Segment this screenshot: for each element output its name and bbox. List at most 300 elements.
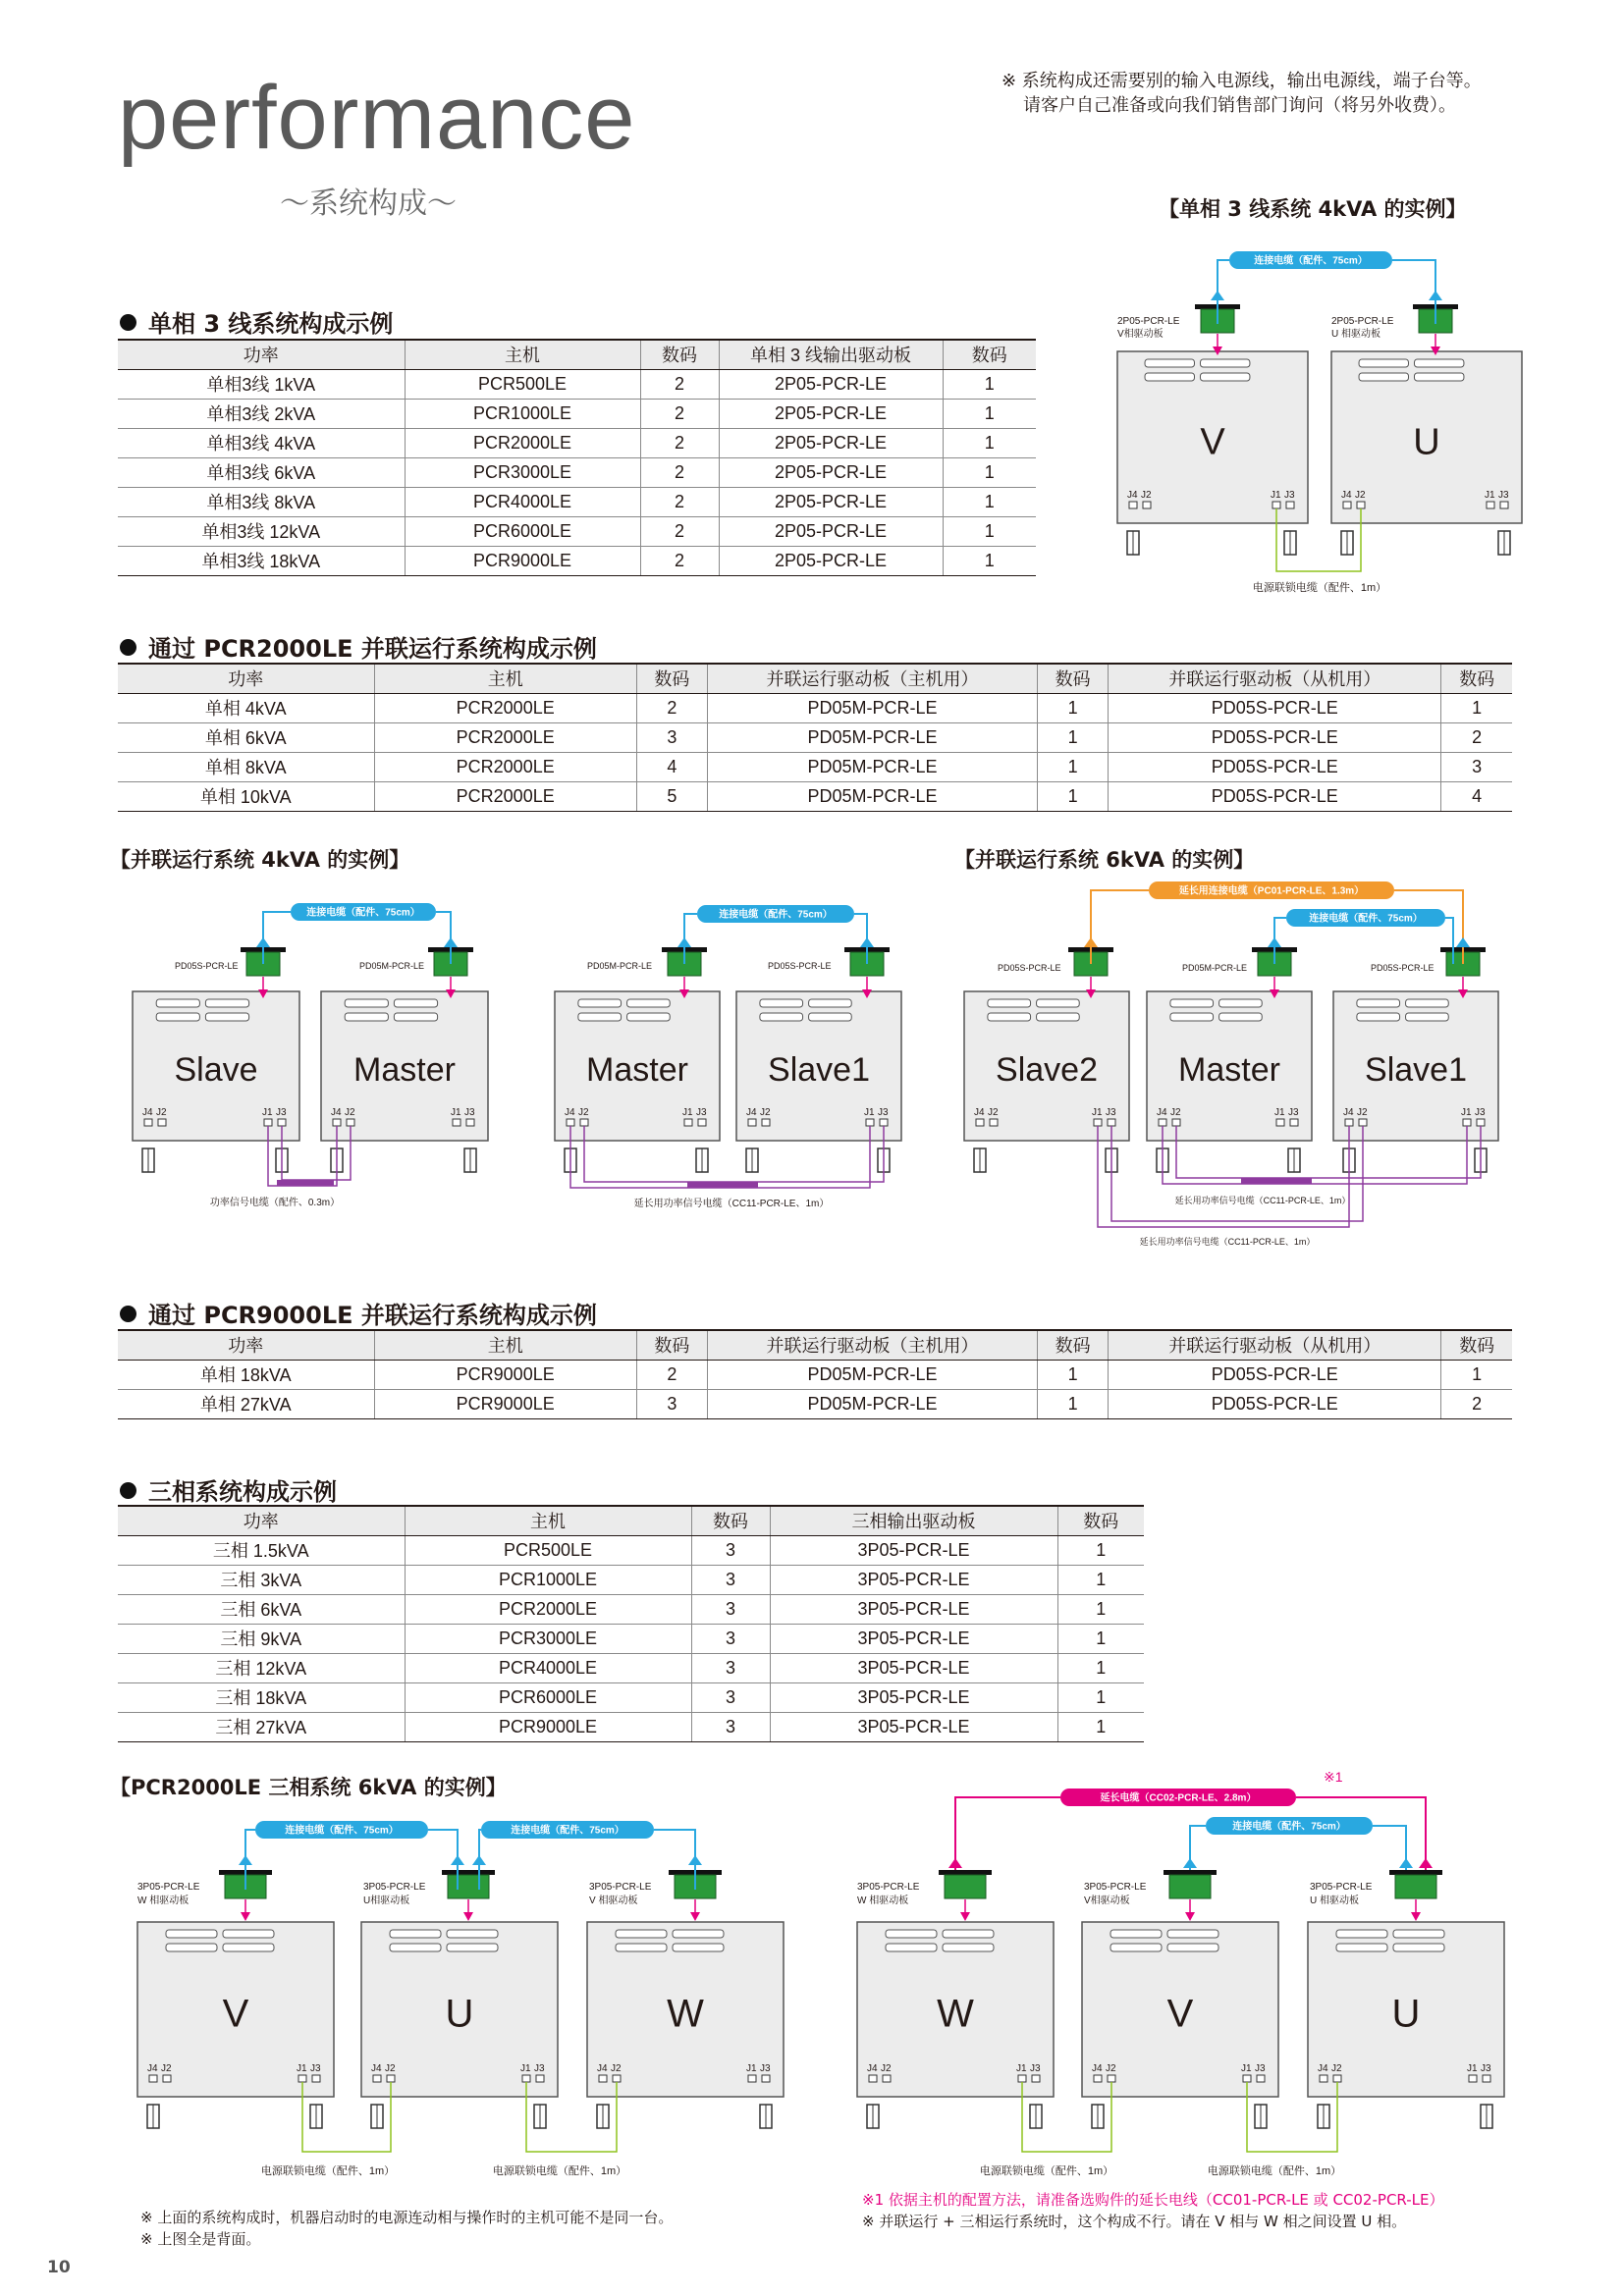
unit-slot (886, 1944, 937, 1951)
arrow-down-icon (241, 1912, 250, 1921)
table-cell: 1 (1038, 752, 1109, 781)
jack-label: J3 (464, 1107, 475, 1118)
jack-label: J3 (878, 1107, 889, 1118)
table-cell: 3P05-PCR-LE (770, 1712, 1057, 1741)
footnote-left (140, 2207, 673, 2250)
jack-label: J4 (1157, 1107, 1167, 1118)
jack-port (1276, 1119, 1284, 1126)
diagram-label: U 相驱动板 (1331, 329, 1380, 340)
jack-label: J2 (156, 1107, 167, 1118)
table-cell: 2P05-PCR-LE (719, 487, 943, 516)
page-subtitle: ～系统构成～ (280, 187, 457, 221)
jack-label: J2 (1106, 2063, 1116, 2074)
jack-port (567, 1119, 574, 1126)
unit-slot (760, 1013, 803, 1021)
unit-slot (673, 1944, 724, 1951)
diagram-caption-parallel-6kva: 【并联运行系统 6kVA 的实例】 (954, 848, 1255, 872)
diagram-label: 延长用功率信号电缆（CC11-PCR-LE、1m） (1139, 1237, 1316, 1247)
jack-port (298, 2075, 306, 2082)
unit-label: W (937, 1992, 974, 2036)
jack-label: J1 (1274, 1107, 1285, 1118)
jack-port (1159, 1119, 1166, 1126)
table-cell: PCR9000LE (405, 1712, 691, 1741)
table-cell: 3 (691, 1653, 770, 1682)
jack-label: J3 (1255, 2063, 1266, 2074)
jack-port (1359, 1119, 1367, 1126)
table-cell: PCR3000LE (405, 457, 640, 487)
jack-label: J2 (345, 1107, 355, 1118)
unit-slot (394, 999, 437, 1007)
jack-label: J4 (1341, 490, 1352, 501)
unit-slot (616, 1944, 667, 1951)
section-title-3-text: 通过 PCR9000LE 并联运行系统构成示例 (148, 1302, 597, 1329)
diagram-label: 延长用功率信号电缆（CC11-PCR-LE、1m） (1174, 1196, 1351, 1205)
diagram-label: ※1 (1324, 1769, 1343, 1785)
jack-port (599, 2075, 607, 2082)
footnote-left-2: ※ 上图全是背面。 (140, 2230, 261, 2248)
table-cell: 三相 1.5kVA (118, 1535, 405, 1565)
cable-line (1373, 1826, 1406, 1870)
table-cell: PCR2000LE (405, 428, 640, 457)
jack-label: J4 (1127, 490, 1138, 501)
table-cell: 1 (943, 369, 1036, 399)
drive-board (945, 1875, 986, 1898)
jack-port (748, 1119, 756, 1126)
table-cell: 2 (636, 693, 707, 722)
unit-slot (205, 999, 248, 1007)
unit-slot (1336, 1944, 1387, 1951)
jack-port (1345, 1119, 1353, 1126)
table-cell: 1 (1057, 1624, 1144, 1653)
unit-label: Master (586, 1050, 688, 1089)
table-cell: 单相3线 1kVA (118, 369, 405, 399)
table-cell: 4 (636, 752, 707, 781)
jack-label: J3 (276, 1107, 287, 1118)
unit-slot (447, 1930, 498, 1938)
jack-port (1333, 2075, 1341, 2082)
footnote-right (862, 2189, 1443, 2232)
arrow-up-icon (472, 1855, 486, 1865)
jack-port (1343, 502, 1351, 508)
jack-port (264, 1119, 272, 1126)
table-header-cell: 主机 (405, 1506, 691, 1535)
table-cell: PCR6000LE (405, 1682, 691, 1712)
footnote-left-1: ※ 上面的系统构成时，机器启动时的电源连动相与操作时的主机可能不是同一台。 (140, 2209, 674, 2226)
jack-label: J1 (1461, 1107, 1472, 1118)
table-cell: 3P05-PCR-LE (770, 1535, 1057, 1565)
unit-slot (1200, 373, 1249, 381)
jack-label: J3 (1288, 1107, 1299, 1118)
table-header-cell: 数码 (1057, 1506, 1144, 1535)
unit-slot (1110, 1930, 1162, 1938)
table-cell: 2 (636, 1360, 707, 1389)
table-cell: 3P05-PCR-LE (770, 1594, 1057, 1624)
unit-slot (1357, 999, 1400, 1007)
board-bracket (442, 1870, 495, 1875)
unit-label: U (445, 1992, 474, 2036)
unit-slot (1359, 373, 1408, 381)
unit-slot (760, 999, 803, 1007)
unit-label: V (1166, 1992, 1194, 2036)
diagram-label: 电源联锁电缆（配件、1m） (260, 2165, 396, 2177)
unit-slot (1200, 359, 1249, 367)
jack-port (1483, 2075, 1490, 2082)
jack-port (347, 1119, 354, 1126)
jack-port (976, 1119, 984, 1126)
cable-label-text: 连接电缆（配件、75cm） (1254, 255, 1368, 267)
jack-port (1257, 2075, 1265, 2082)
cable-label-text: 连接电缆（配件、75cm） (719, 909, 833, 921)
jack-label: J1 (1016, 2063, 1027, 2074)
table-header-cell: 功率 (118, 1330, 374, 1360)
unit-label: Slave2 (996, 1050, 1098, 1089)
unit-slot (156, 1013, 199, 1021)
jack-label: J4 (597, 2063, 608, 2074)
table-cell: 4 (1441, 781, 1512, 811)
jack-port (1243, 2075, 1251, 2082)
jack-label: J4 (331, 1107, 342, 1118)
diagram-label: W 相驱动板 (857, 1896, 909, 1906)
unit-slot (1170, 999, 1214, 1007)
table-cell: 3 (691, 1624, 770, 1653)
unit-slot (943, 1930, 994, 1938)
section-title-2-text: 通过 PCR2000LE 并联运行系统构成示例 (148, 635, 597, 663)
unit-slot (627, 999, 671, 1007)
jack-port (536, 2075, 544, 2082)
table-cell: PD05M-PCR-LE (707, 752, 1037, 781)
table-header-cell: 主机 (374, 1330, 636, 1360)
jack-label: J3 (1475, 1107, 1486, 1118)
table-cell: 3 (1441, 752, 1512, 781)
unit-slot (1145, 373, 1194, 381)
unit-label: Master (353, 1050, 456, 1089)
diagram-label: W 相驱动板 (137, 1896, 189, 1906)
jack-port (333, 1119, 341, 1126)
unit-slot (447, 1944, 498, 1951)
jack-port (1094, 2075, 1102, 2082)
table-cell: 三相 6kVA (118, 1594, 405, 1624)
table-cell: 单相 6kVA (118, 722, 374, 752)
table-cell: 单相3线 18kVA (118, 546, 405, 575)
table-cell: 1 (943, 428, 1036, 457)
table-cell: 1 (1057, 1594, 1144, 1624)
cable-label-text: 连接电缆（配件、75cm） (511, 1825, 624, 1837)
jack-label: J2 (1170, 1107, 1181, 1118)
diagram-label: V相驱动板 (1117, 329, 1164, 340)
jack-port (1320, 2075, 1327, 2082)
top-note-line2: 请客户自己准备或向我们销售部门询问（将另外收费）。 (1023, 95, 1456, 116)
jack-port (1286, 502, 1294, 508)
unit-slot (345, 999, 388, 1007)
diagram-label: 电源联锁电缆（配件、1m） (1252, 582, 1387, 594)
cable-line (955, 1797, 1060, 1870)
arrow-up-icon (239, 1855, 252, 1865)
jack-label: J2 (760, 1107, 771, 1118)
unit-label: U (1413, 421, 1440, 463)
table-cell: PCR1000LE (405, 1565, 691, 1594)
unit-slot (988, 1013, 1031, 1021)
arrow-down-icon (690, 1912, 700, 1921)
jack-port (762, 1119, 770, 1126)
diagram-caption-parallel-4kva: 【并联运行系统 4kVA 的实例】 (110, 848, 410, 872)
jack-port (1477, 1119, 1485, 1126)
drive-board (1169, 1875, 1211, 1898)
table-cell: PCR4000LE (405, 487, 640, 516)
table-cell: PCR2000LE (374, 693, 636, 722)
jack-port (149, 2075, 157, 2082)
table-cell: 1 (943, 399, 1036, 428)
diagram-label: 3P05-PCR-LE (363, 1882, 426, 1893)
unit-slot (1110, 1944, 1162, 1951)
jack-port (387, 2075, 395, 2082)
jack-label: J1 (520, 2063, 531, 2074)
unit-label: W (667, 1992, 704, 2036)
unit-slot (578, 1013, 622, 1021)
table-cell: 2 (640, 399, 719, 428)
diagram-label: 延长用功率信号电缆（CC11-PCR-LE、1m） (633, 1199, 830, 1209)
arrow-up-icon (1211, 291, 1224, 300)
cable-label-text: 连接电缆（配件、75cm） (285, 1825, 399, 1837)
jack-port (373, 2075, 381, 2082)
table-cell: PD05S-PCR-LE (1109, 1360, 1441, 1389)
unit-slot (390, 1944, 441, 1951)
table-cell: 3 (691, 1565, 770, 1594)
unit-slot (166, 1944, 217, 1951)
table-cell: 单相 4kVA (118, 693, 374, 722)
unit-slot (1414, 373, 1463, 381)
unit-slot (1037, 999, 1080, 1007)
table-header-cell: 数码 (1038, 664, 1109, 693)
jack-port (1469, 2075, 1477, 2082)
table-cell: 三相 12kVA (118, 1653, 405, 1682)
page-number: 10 (47, 2258, 71, 2277)
table-header-cell: 三相输出驱动板 (770, 1506, 1057, 1535)
arrow-up-icon (1456, 937, 1470, 947)
table-cell: PD05S-PCR-LE (1109, 722, 1441, 752)
table-cell: 2 (1441, 1389, 1512, 1418)
jack-port (869, 2075, 877, 2082)
jack-port (1129, 502, 1137, 508)
table-cell: PCR9000LE (374, 1389, 636, 1418)
jack-label: J4 (1092, 2063, 1103, 2074)
jack-label: J1 (1092, 1107, 1103, 1118)
table-cell: 3 (636, 722, 707, 752)
table-cell: PD05M-PCR-LE (707, 693, 1037, 722)
diagram-label: 3P05-PCR-LE (857, 1882, 920, 1893)
jack-label: J3 (1481, 2063, 1491, 2074)
table-cell: 2P05-PCR-LE (719, 457, 943, 487)
jack-label: J1 (262, 1107, 273, 1118)
unit-slot (809, 999, 852, 1007)
board-bracket (1389, 1870, 1442, 1875)
table-cell: 2P05-PCR-LE (719, 516, 943, 546)
table-header-cell: 数码 (1038, 1330, 1109, 1360)
table-header-cell: 数码 (1441, 1330, 1512, 1360)
table-cell: 单相 10kVA (118, 781, 374, 811)
unit-slot (886, 1930, 937, 1938)
arrow-up-icon (688, 1855, 702, 1865)
table-header-cell: 数码 (636, 1330, 707, 1360)
unit-slot (809, 1013, 852, 1021)
diagram-label: PD05S-PCR-LE (768, 961, 832, 971)
table-header-cell: 主机 (374, 664, 636, 693)
jack-label: J3 (1106, 1107, 1116, 1118)
diagram-label: PD05M-PCR-LE (1182, 963, 1248, 973)
arrow-up-icon (1399, 1858, 1413, 1868)
table-cell: PCR2000LE (374, 752, 636, 781)
table-cell: 3 (691, 1712, 770, 1741)
table-cell: 单相3线 2kVA (118, 399, 405, 428)
arrow-up-icon (1268, 937, 1281, 947)
diagram-label: V相驱动板 (1084, 1896, 1130, 1906)
table-cell: 1 (943, 516, 1036, 546)
jack-port (1108, 2075, 1115, 2082)
cable-label-text: 连接电缆（配件、75cm） (306, 907, 420, 919)
unit-slot (616, 1930, 667, 1938)
jack-label: J3 (1498, 490, 1509, 501)
diagram-label: PD05M-PCR-LE (359, 961, 425, 971)
table-header-cell: 功率 (118, 340, 405, 369)
board-bracket (939, 1870, 992, 1875)
table-cell: 3 (691, 1594, 770, 1624)
unit-slot (1219, 999, 1263, 1007)
unit-slot (1219, 1013, 1263, 1021)
table-cell: 1 (1038, 1360, 1109, 1389)
drive-board (1395, 1875, 1436, 1898)
table-cell: 1 (1057, 1712, 1144, 1741)
jack-label: J3 (310, 2063, 321, 2074)
unit-label: V (222, 1992, 249, 2036)
jack-label: J4 (1318, 2063, 1328, 2074)
jack-port (144, 1119, 152, 1126)
unit-slot (394, 1013, 437, 1021)
unit-slot (1359, 359, 1408, 367)
table-cell: PCR2000LE (405, 1594, 691, 1624)
table-header-cell: 并联运行驱动板（主机用） (707, 1330, 1037, 1360)
jack-label: J4 (142, 1107, 153, 1118)
jack-label: J3 (534, 2063, 545, 2074)
arrow-up-icon (1419, 1858, 1433, 1868)
table-cell: 1 (1038, 722, 1109, 752)
table-cell: 3P05-PCR-LE (770, 1565, 1057, 1594)
cable-connector (277, 1180, 334, 1186)
jack-port (684, 1119, 692, 1126)
table-header-cell: 并联运行驱动板（从机用） (1109, 664, 1441, 693)
diagram-label: V 相驱动板 (589, 1896, 638, 1906)
jack-label: J2 (161, 2063, 172, 2074)
table-cell: 2 (640, 487, 719, 516)
diagram-label: 2P05-PCR-LE (1117, 316, 1180, 327)
table-cell: 3 (691, 1682, 770, 1712)
table-cell: PD05S-PCR-LE (1109, 693, 1441, 722)
jack-label: J2 (385, 2063, 396, 2074)
cable-label-text: 连接电缆（配件、75cm） (1309, 913, 1423, 925)
unit-slot (345, 1013, 388, 1021)
table-cell: 3P05-PCR-LE (770, 1653, 1057, 1682)
jack-port (880, 1119, 888, 1126)
jack-port (1272, 502, 1280, 508)
table-cell: 单相3线 12kVA (118, 516, 405, 546)
unit-slot (627, 1013, 671, 1021)
diagram-label: U相驱动板 (363, 1896, 410, 1906)
jack-port (163, 2075, 171, 2082)
jack-label: J2 (1331, 2063, 1342, 2074)
unit-slot (1393, 1944, 1444, 1951)
jack-port (1108, 1119, 1115, 1126)
table-header-cell: 数码 (691, 1506, 770, 1535)
table-cell: PD05M-PCR-LE (707, 1360, 1037, 1389)
table-cell: 1 (1441, 1360, 1512, 1389)
unit-slot (1170, 1013, 1214, 1021)
cable-connector (687, 1182, 758, 1188)
table-cell: PD05S-PCR-LE (1109, 752, 1441, 781)
jack-port (990, 1119, 998, 1126)
jack-label: J1 (1271, 490, 1281, 501)
jack-label: J2 (881, 2063, 892, 2074)
unit-slot (205, 1013, 248, 1021)
jack-port (866, 1119, 874, 1126)
jack-label: J4 (565, 1107, 575, 1118)
jack-label: J1 (864, 1107, 875, 1118)
jack-port (613, 2075, 621, 2082)
table-cell: 2P05-PCR-LE (719, 546, 943, 575)
jack-label: J1 (682, 1107, 693, 1118)
arrow-up-icon (1084, 937, 1098, 947)
jack-label: J1 (1467, 2063, 1478, 2074)
table-cell: 3P05-PCR-LE (770, 1682, 1057, 1712)
arrow-up-icon (444, 937, 458, 947)
table-cell: PCR6000LE (405, 516, 640, 546)
arrow-down-icon (960, 1912, 970, 1921)
table-cell: PCR9000LE (374, 1360, 636, 1389)
jack-port (1032, 2075, 1040, 2082)
jack-port (748, 2075, 756, 2082)
arrow-up-icon (677, 937, 691, 947)
unit-slot (1145, 359, 1194, 367)
unit-label: Master (1178, 1050, 1280, 1089)
table-cell: 3P05-PCR-LE (770, 1624, 1057, 1653)
table-cell: 1 (943, 546, 1036, 575)
table-cell: 2 (640, 428, 719, 457)
unit-slot (390, 1930, 441, 1938)
unit-slot (943, 1944, 994, 1951)
table-cell: 1 (1057, 1565, 1144, 1594)
unit-label: U (1391, 1992, 1421, 2036)
cable-label-text: 连接电缆（配件、75cm） (1232, 1821, 1346, 1833)
diagram-label: 电源联锁电缆（配件、1m） (1207, 2165, 1342, 2177)
diagram-label: 3P05-PCR-LE (589, 1882, 652, 1893)
cable-connector (1241, 1178, 1312, 1184)
unit-slot (166, 1930, 217, 1938)
jack-label: J1 (1485, 490, 1495, 501)
arrow-up-icon (1429, 291, 1442, 300)
jack-label: J2 (611, 2063, 622, 2074)
table-cell: 2 (640, 516, 719, 546)
table-cell: 1 (943, 487, 1036, 516)
table-cell: 2P05-PCR-LE (719, 428, 943, 457)
unit-slot (223, 1944, 274, 1951)
unit-slot (1357, 1013, 1400, 1021)
table-cell: 三相 27kVA (118, 1712, 405, 1741)
arrow-up-icon (948, 1858, 962, 1868)
table-cell: PD05S-PCR-LE (1109, 781, 1441, 811)
unit-slot (223, 1930, 274, 1938)
jack-port (1463, 1119, 1471, 1126)
jack-port (466, 1119, 474, 1126)
table-cell: PCR9000LE (405, 546, 640, 575)
unit-label: V (1200, 421, 1225, 463)
jack-label: J4 (867, 2063, 878, 2074)
